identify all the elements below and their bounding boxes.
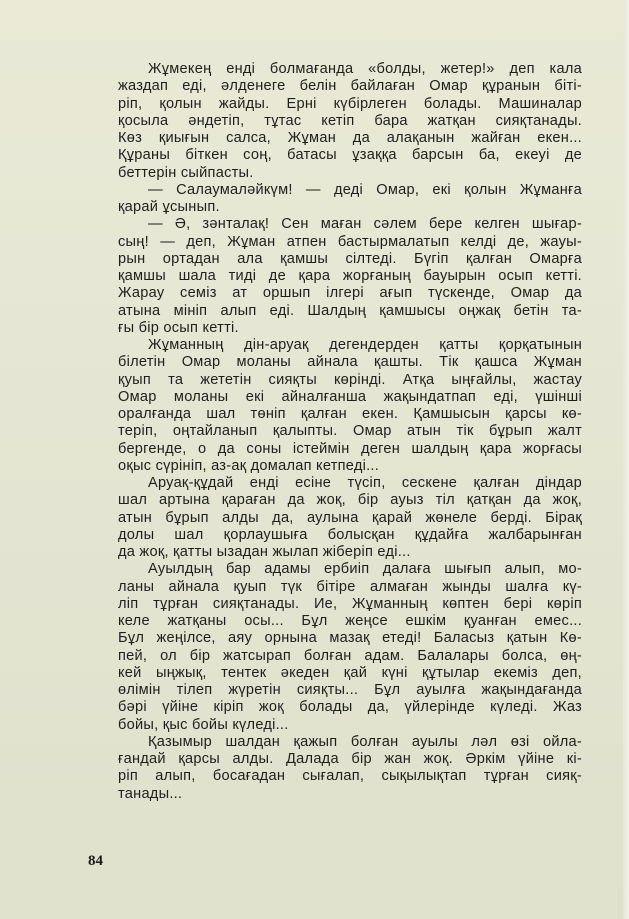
paragraph-2 (88, 182, 582, 217)
text-line: қарай ұсынып. (118, 199, 220, 215)
text-line: беттерін сыйпасты. (118, 164, 254, 181)
text-line: оқыс сүрініп, аз-ақ домалап кетпеді... (118, 457, 380, 474)
paragraph-6 (88, 561, 582, 734)
text-line: Құраны біткен соң, батасы ұзаққа барсын ба, екеуі де (118, 147, 582, 164)
text-line: теріп, оңтайланып қалыпты. Омар атын тік бұрып жалт (118, 423, 582, 440)
text-line: Ауылдың бар адамы ербиіп далаға шығып алып, мо- (148, 561, 582, 578)
text-line: пей, ол бір жатсырап болған адам. Балалары болса, өң- (118, 647, 582, 664)
text-line: ғандай қарсы алды. Далада бір жан жоқ. Əркім үйіне кі- (118, 751, 582, 767)
text-line: оралғанда шал төніп қалған екен. Қамшысын қарсы кө- (118, 406, 582, 422)
text-line: Көз қиығын салса, Жұман да алақанын жайған екен... (118, 130, 582, 146)
text-line: Жарау семіз ат оршып ілгері ағып түскенде, Омар да (118, 285, 582, 302)
paragraph-1 (88, 61, 582, 182)
text-line: — Салаумалəйкүм! — деді Омар, екі қолын Жұманға (148, 181, 582, 198)
text-line: жаздап еді, әлденеге белін байлаған Омар құранын біті- (118, 78, 582, 95)
body-text (88, 61, 582, 803)
text-line: ғы бір осып кетті. (118, 319, 239, 336)
text-line: ріп, қолын жайды. Ерні күбірлеген болады. Машиналар (118, 95, 582, 112)
paragraph-4 (88, 337, 582, 475)
text-line: шал артына қараған да жоқ, бір ауыз тіл қатқан да жоқ, (118, 492, 582, 509)
text-line: қосыла әндетіп, тұтас кетіп бара жатқан сияқтанады. (118, 112, 582, 129)
text-line: Аруақ-құдай енді есіне түсіп, сескене қалған діндар (148, 475, 582, 491)
text-line: бергенде, о да соны істеймін деген шалдың қара жорғасы (118, 440, 582, 457)
text-line: ліп тұрған сияқтанады. Ие, Жұманның көптен бері көріп (118, 595, 582, 612)
text-line: қуып та жететін сияқты көрінді. Атқа ыңғайлы, жастау (118, 371, 582, 388)
text-line: да жоқ, қатты ызадан жылап жіберіп еді... (118, 544, 411, 560)
text-line: долы шал қорлаушыға болысқан құдайға жалбарынған (118, 526, 582, 543)
text-line: білетін Омар моланы айнала қашты. Тік қашса Жұман (118, 354, 582, 371)
text-line: кей ыңжық, тентек әкеден қай күні құтылар екеміз деп, (118, 664, 582, 681)
text-line: Жұманның дін-аруақ дегендерден қатты қорқатынын (148, 337, 582, 353)
text-line: бәрі үйіне кіріп жоқ болады да, үйлерінде күледі. Жаз (118, 699, 582, 716)
text-line: ріп алып, босағадан сығалап, сықылықтап тұрған сияқ- (118, 768, 582, 785)
text-line: танады... (118, 785, 183, 802)
text-line: Қазымыр шалдан қажып болған ауылы ләл өзі ойла- (148, 733, 582, 750)
text-line: атына мініп алып еді. Шалдың қамшысы оңжақ бетін та- (118, 302, 582, 319)
paragraph-3 (88, 216, 582, 337)
text-line: қамшы шала тиді де қара жорғаның бауырын осып кетті. (118, 268, 582, 284)
text-line: бойы, қыс бойы күледі... (118, 716, 289, 733)
page-number: 84 (88, 853, 103, 869)
text-line: Жұмекең енді болмағанда «болды, жетер!» деп кала (148, 61, 582, 77)
text-line: атын бұрып алды да, аулына қарай жөнеле берді. Бірақ (118, 509, 582, 526)
text-line: Бұл жеңілсе, аяу орнына мазақ етеді! Баласыз қатын Кө- (118, 630, 582, 647)
text-line: өлімін тілеп жүретін сияқты... Бұл ауылға жақындағанда (118, 682, 582, 698)
text-line: — Ə, зәнталақ! Сен маған сәлем бере келген шығар- (148, 216, 582, 233)
text-line: ланы айнала қуып түк бітіре алмаған жынды шалға кү- (118, 578, 582, 595)
paragraph-7 (88, 734, 582, 803)
page-edge (623, 0, 629, 919)
text-line: келе жатқаны осы... Бұл жеңсе ешкім қуанған емес... (118, 613, 582, 629)
text-line: рын ортадан ала қамшы сілтеді. Бүгіп қалған Омарға (118, 250, 582, 267)
text-line: Омар моланы екі айналғанша жақындатпап еді, үшінші (118, 388, 582, 405)
text-line: сың! — деп, Жұман атпен бастырмалатып келді де, жауы- (118, 233, 582, 250)
paragraph-5 (88, 475, 582, 561)
